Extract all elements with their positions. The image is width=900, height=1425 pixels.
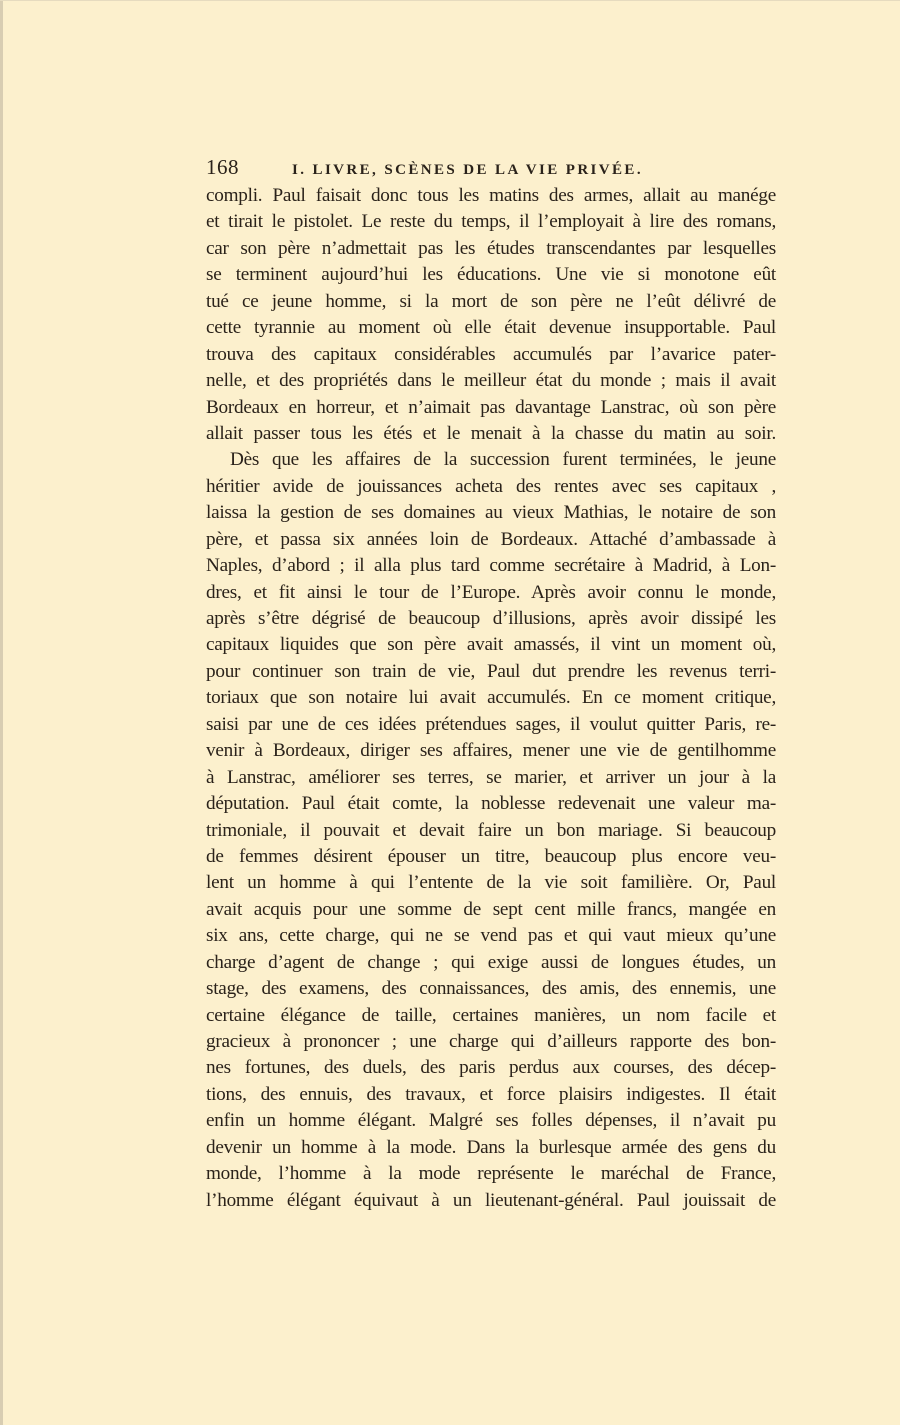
text-line: députation. Paul était comte, la noblesse redevenait une valeur ma- (206, 793, 776, 815)
text-line: six ans, cette charge, qui ne se vend pas et qui vaut mieux qu’une (206, 925, 776, 947)
paragraph-start-line: Dès que les affaires de la succession furent terminées, le jeune (230, 449, 776, 471)
text-line: père, et passa six années loin de Bordeaux. Attaché d’ambassade à (206, 528, 776, 550)
page-left-edge (0, 0, 3, 1425)
text-line: saisi par une de ces idées prétendues sages, il voulut quitter Paris, re- (206, 713, 776, 735)
text-line: Bordeaux en horreur, et n’aimait pas davantage Lanstrac, où son père (206, 396, 776, 418)
text-line: à Lanstrac, améliorer ses terres, se marier, et arriver un jour à la (206, 766, 776, 788)
text-line: se terminent aujourd’hui les éducations. Une vie si monotone eût (206, 264, 776, 286)
text-line: laissa la gestion de ses domaines au vieux Mathias, le notaire de son (206, 502, 776, 524)
text-line: charge d’agent de change ; qui exige aussi de longues études, un (206, 951, 776, 973)
paragraph-end-line: allait passer tous les étés et le menait à la chasse du matin au soir. (206, 422, 776, 444)
text-line: trouva des capitaux considérables accumulés par l’avarice pater- (206, 343, 776, 365)
text-line: nelle, et des propriétés dans le meilleur état du monde ; mais il avait (206, 370, 776, 392)
page-number: 168 (206, 155, 239, 179)
body-text (206, 183, 776, 1214)
running-title: I. LIVRE, SCÈNES DE LA VIE PRIVÉE. (292, 162, 643, 178)
text-line: capitaux liquides que son père avait amassés, il vint un moment où, (206, 634, 776, 656)
text-line: dres, et fit ainsi le tour de l’Europe. Après avoir connu le monde, (206, 581, 776, 603)
text-line: toriaux que son notaire lui avait accumulés. En ce moment critique, (206, 687, 776, 709)
text-line: cette tyrannie au moment où elle était devenue insupportable. Paul (206, 317, 776, 339)
text-line: Naples, d’abord ; il alla plus tard comme secrétaire à Madrid, à Lon- (206, 555, 776, 577)
text-line: tions, des ennuis, des travaux, et force plaisirs indigestes. Il était (206, 1083, 776, 1105)
text-line: monde, l’homme à la mode représente le maréchal de France, (206, 1163, 776, 1185)
text-line: enfin un homme élégant. Malgré ses folles dépenses, il n’avait pu (206, 1110, 776, 1132)
text-line: tué ce jeune homme, si la mort de son père ne l’eût délivré de (206, 290, 776, 312)
text-line: certaine élégance de taille, certaines manières, un nom facile et (206, 1004, 776, 1026)
text-line: l’homme élégant équivaut à un lieutenant-général. Paul jouissait de (206, 1189, 776, 1211)
text-line: venir à Bordeaux, diriger ses affaires, mener une vie de gentilhomme (206, 740, 776, 762)
text-line: avait acquis pour une somme de sept cent mille francs, mangée en (206, 898, 776, 920)
text-line: après s’être dégrisé de beaucoup d’illusions, après avoir dissipé les (206, 608, 776, 629)
text-line: compli. Paul faisait donc tous les matins des armes, allait au manége (206, 185, 776, 206)
text-line: car son père n’admettait pas les études transcendantes par lesquelles (206, 237, 776, 259)
running-head (206, 155, 776, 181)
text-line: et tirait le pistolet. Le reste du temps, il l’employait à lire des romans, (206, 211, 776, 233)
text-line: de femmes désirent épouser un titre, beaucoup plus encore veu- (206, 845, 776, 867)
text-line: pour continuer son train de vie, Paul dut prendre les revenus terri- (206, 660, 776, 682)
page-top-edge (0, 0, 900, 1)
text-line: nes fortunes, des duels, des paris perdus aux courses, des décep- (206, 1057, 776, 1079)
text-line: gracieux à prononcer ; une charge qui d’ailleurs rapporte des bon- (206, 1031, 776, 1052)
text-line: lent un homme à qui l’entente de la vie soit familière. Or, Paul (206, 872, 776, 894)
text-line: héritier avide de jouissances acheta des rentes avec ses capitaux , (206, 475, 776, 497)
text-line: devenir un homme à la mode. Dans la burlesque armée des gens du (206, 1136, 776, 1158)
text-line: trimoniale, il pouvait et devait faire un bon mariage. Si beaucoup (206, 819, 776, 841)
text-line: stage, des examens, des connaissances, des amis, des ennemis, une (206, 978, 776, 1000)
